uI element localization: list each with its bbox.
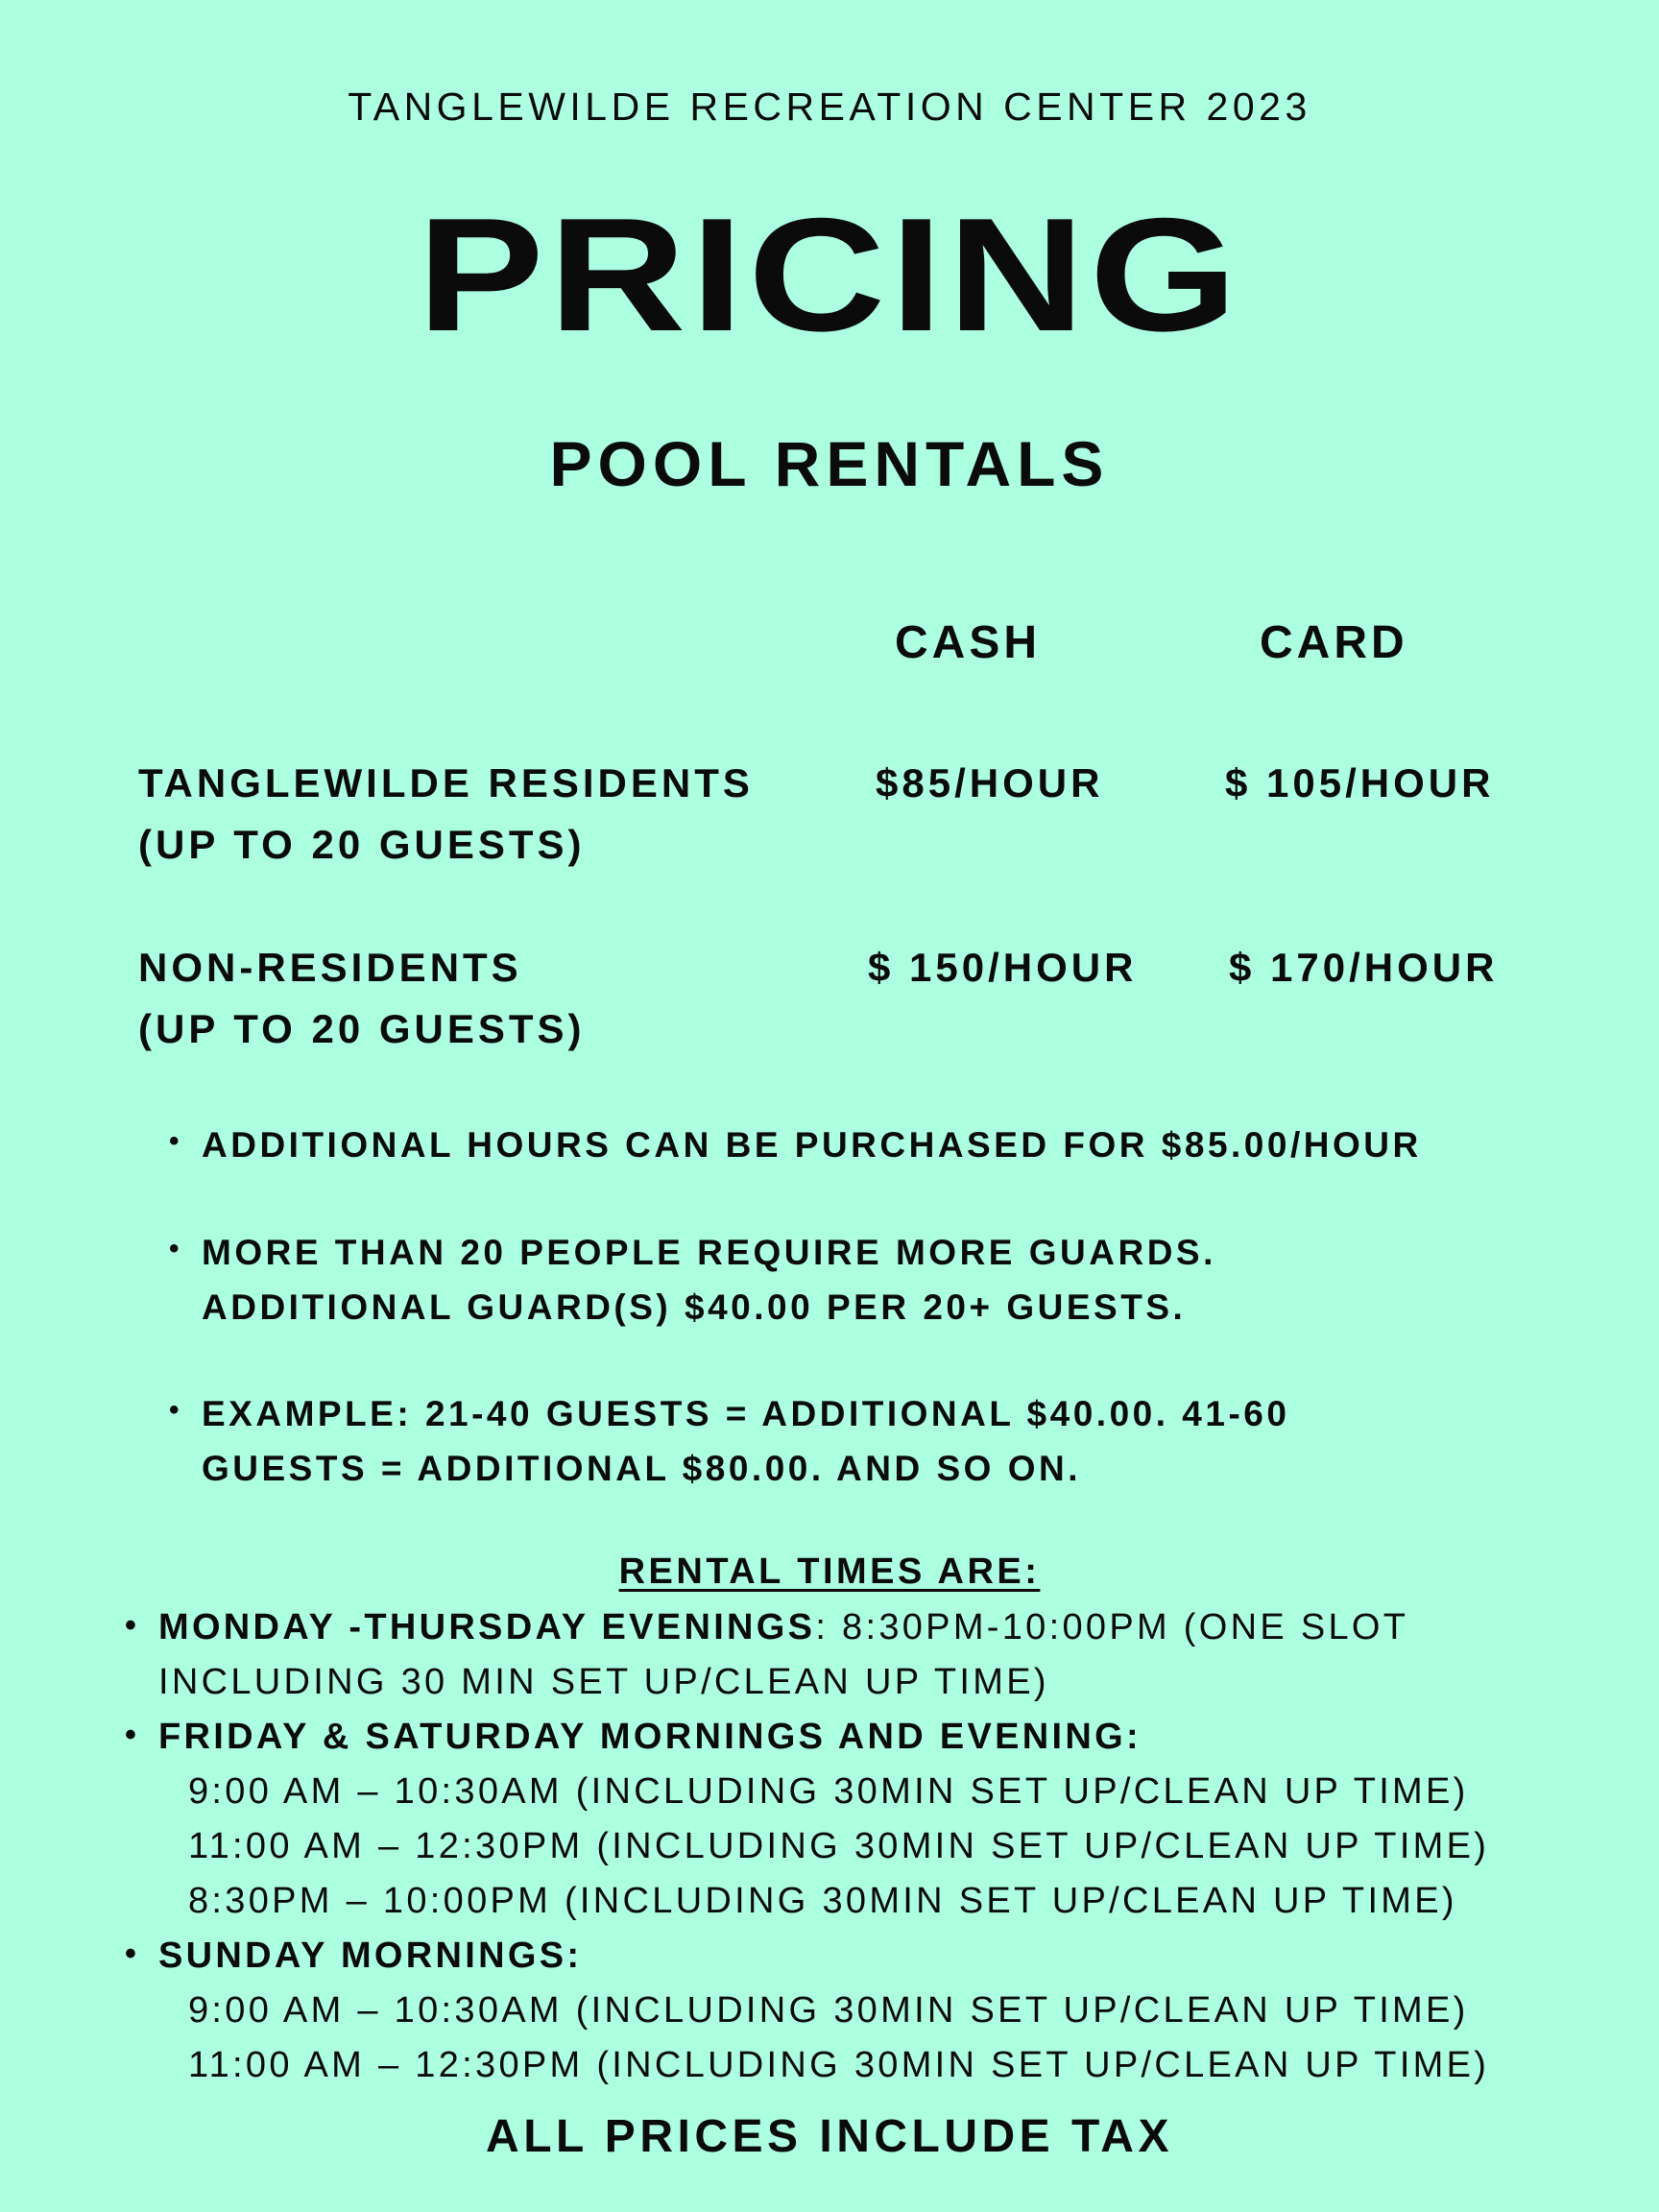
- cash-price: $85/HOUR: [876, 760, 1104, 805]
- card-price: $ 170/HOUR: [1229, 945, 1499, 990]
- time-slot: 8:30PM – 10:00PM (INCLUDING 30MIN SET UP/CLEAN UP TIME): [188, 1881, 1457, 1921]
- bullet-icon: •: [125, 1936, 136, 1972]
- bullet-icon: •: [169, 1233, 180, 1264]
- time-slot: 9:00 AM – 10:30AM (INCLUDING 30MIN SET UP/CLEAN UP TIME): [188, 1990, 1469, 2031]
- page-title: PRICING: [417, 184, 1242, 365]
- organization-name: TANGLEWILDE RECREATION CENTER 2023: [348, 84, 1311, 129]
- bullet-icon: •: [169, 1394, 180, 1426]
- time-slot: 11:00 AM – 12:30PM (INCLUDING 30MIN SET UP/CLEAN UP TIME): [188, 2045, 1490, 2085]
- cash-price: $ 150/HOUR: [868, 945, 1138, 990]
- row-sublabel: (UP TO 20 GUESTS): [138, 822, 586, 867]
- time-detail: INCLUDING 30 MIN SET UP/CLEAN UP TIME): [158, 1662, 1049, 1702]
- tax-notice: ALL PRICES INCLUDE TAX: [486, 2111, 1173, 2162]
- note-text: ADDITIONAL GUARD(S) $40.00 PER 20+ GUESTS.: [202, 1287, 1187, 1327]
- time-slot: 11:00 AM – 12:30PM (INCLUDING 30MIN SET UP/CLEAN UP TIME): [188, 1826, 1490, 1866]
- note-text: GUESTS = ADDITIONAL $80.00. AND SO ON.: [202, 1449, 1081, 1488]
- column-header-card: CARD: [1260, 617, 1408, 668]
- row-sublabel: (UP TO 20 GUESTS): [138, 1006, 586, 1051]
- column-header-cash: CASH: [895, 617, 1042, 668]
- rental-times-heading: RENTAL TIMES ARE:: [618, 1551, 1041, 1592]
- note-text: MORE THAN 20 PEOPLE REQUIRE MORE GUARDS.: [202, 1233, 1216, 1272]
- note-text: ADDITIONAL HOURS CAN BE PURCHASED FOR $85.00/HOUR: [202, 1125, 1422, 1165]
- bullet-icon: •: [125, 1607, 136, 1644]
- day-label: FRIDAY & SATURDAY MORNINGS AND EVENING:: [158, 1717, 1142, 1757]
- bullet-icon: •: [125, 1717, 136, 1753]
- card-price: $ 105/HOUR: [1225, 760, 1495, 805]
- time-slot: 9:00 AM – 10:30AM (INCLUDING 30MIN SET UP/CLEAN UP TIME): [188, 1771, 1469, 1812]
- time-detail: : 8:30PM-10:00PM (ONE SLOT: [815, 1607, 1409, 1647]
- day-label: SUNDAY MORNINGS:: [158, 1936, 583, 1976]
- schedule-line: [158, 1607, 1408, 1648]
- row-label: TANGLEWILDE RESIDENTS: [138, 760, 754, 805]
- row-label: NON-RESIDENTS: [138, 945, 522, 990]
- note-text: EXAMPLE: 21-40 GUESTS = ADDITIONAL $40.00. 41-60: [202, 1394, 1290, 1433]
- day-label: MONDAY -THURSDAY EVENINGS: [158, 1607, 816, 1647]
- bullet-icon: •: [169, 1125, 180, 1157]
- section-title: POOL RENTALS: [549, 428, 1110, 499]
